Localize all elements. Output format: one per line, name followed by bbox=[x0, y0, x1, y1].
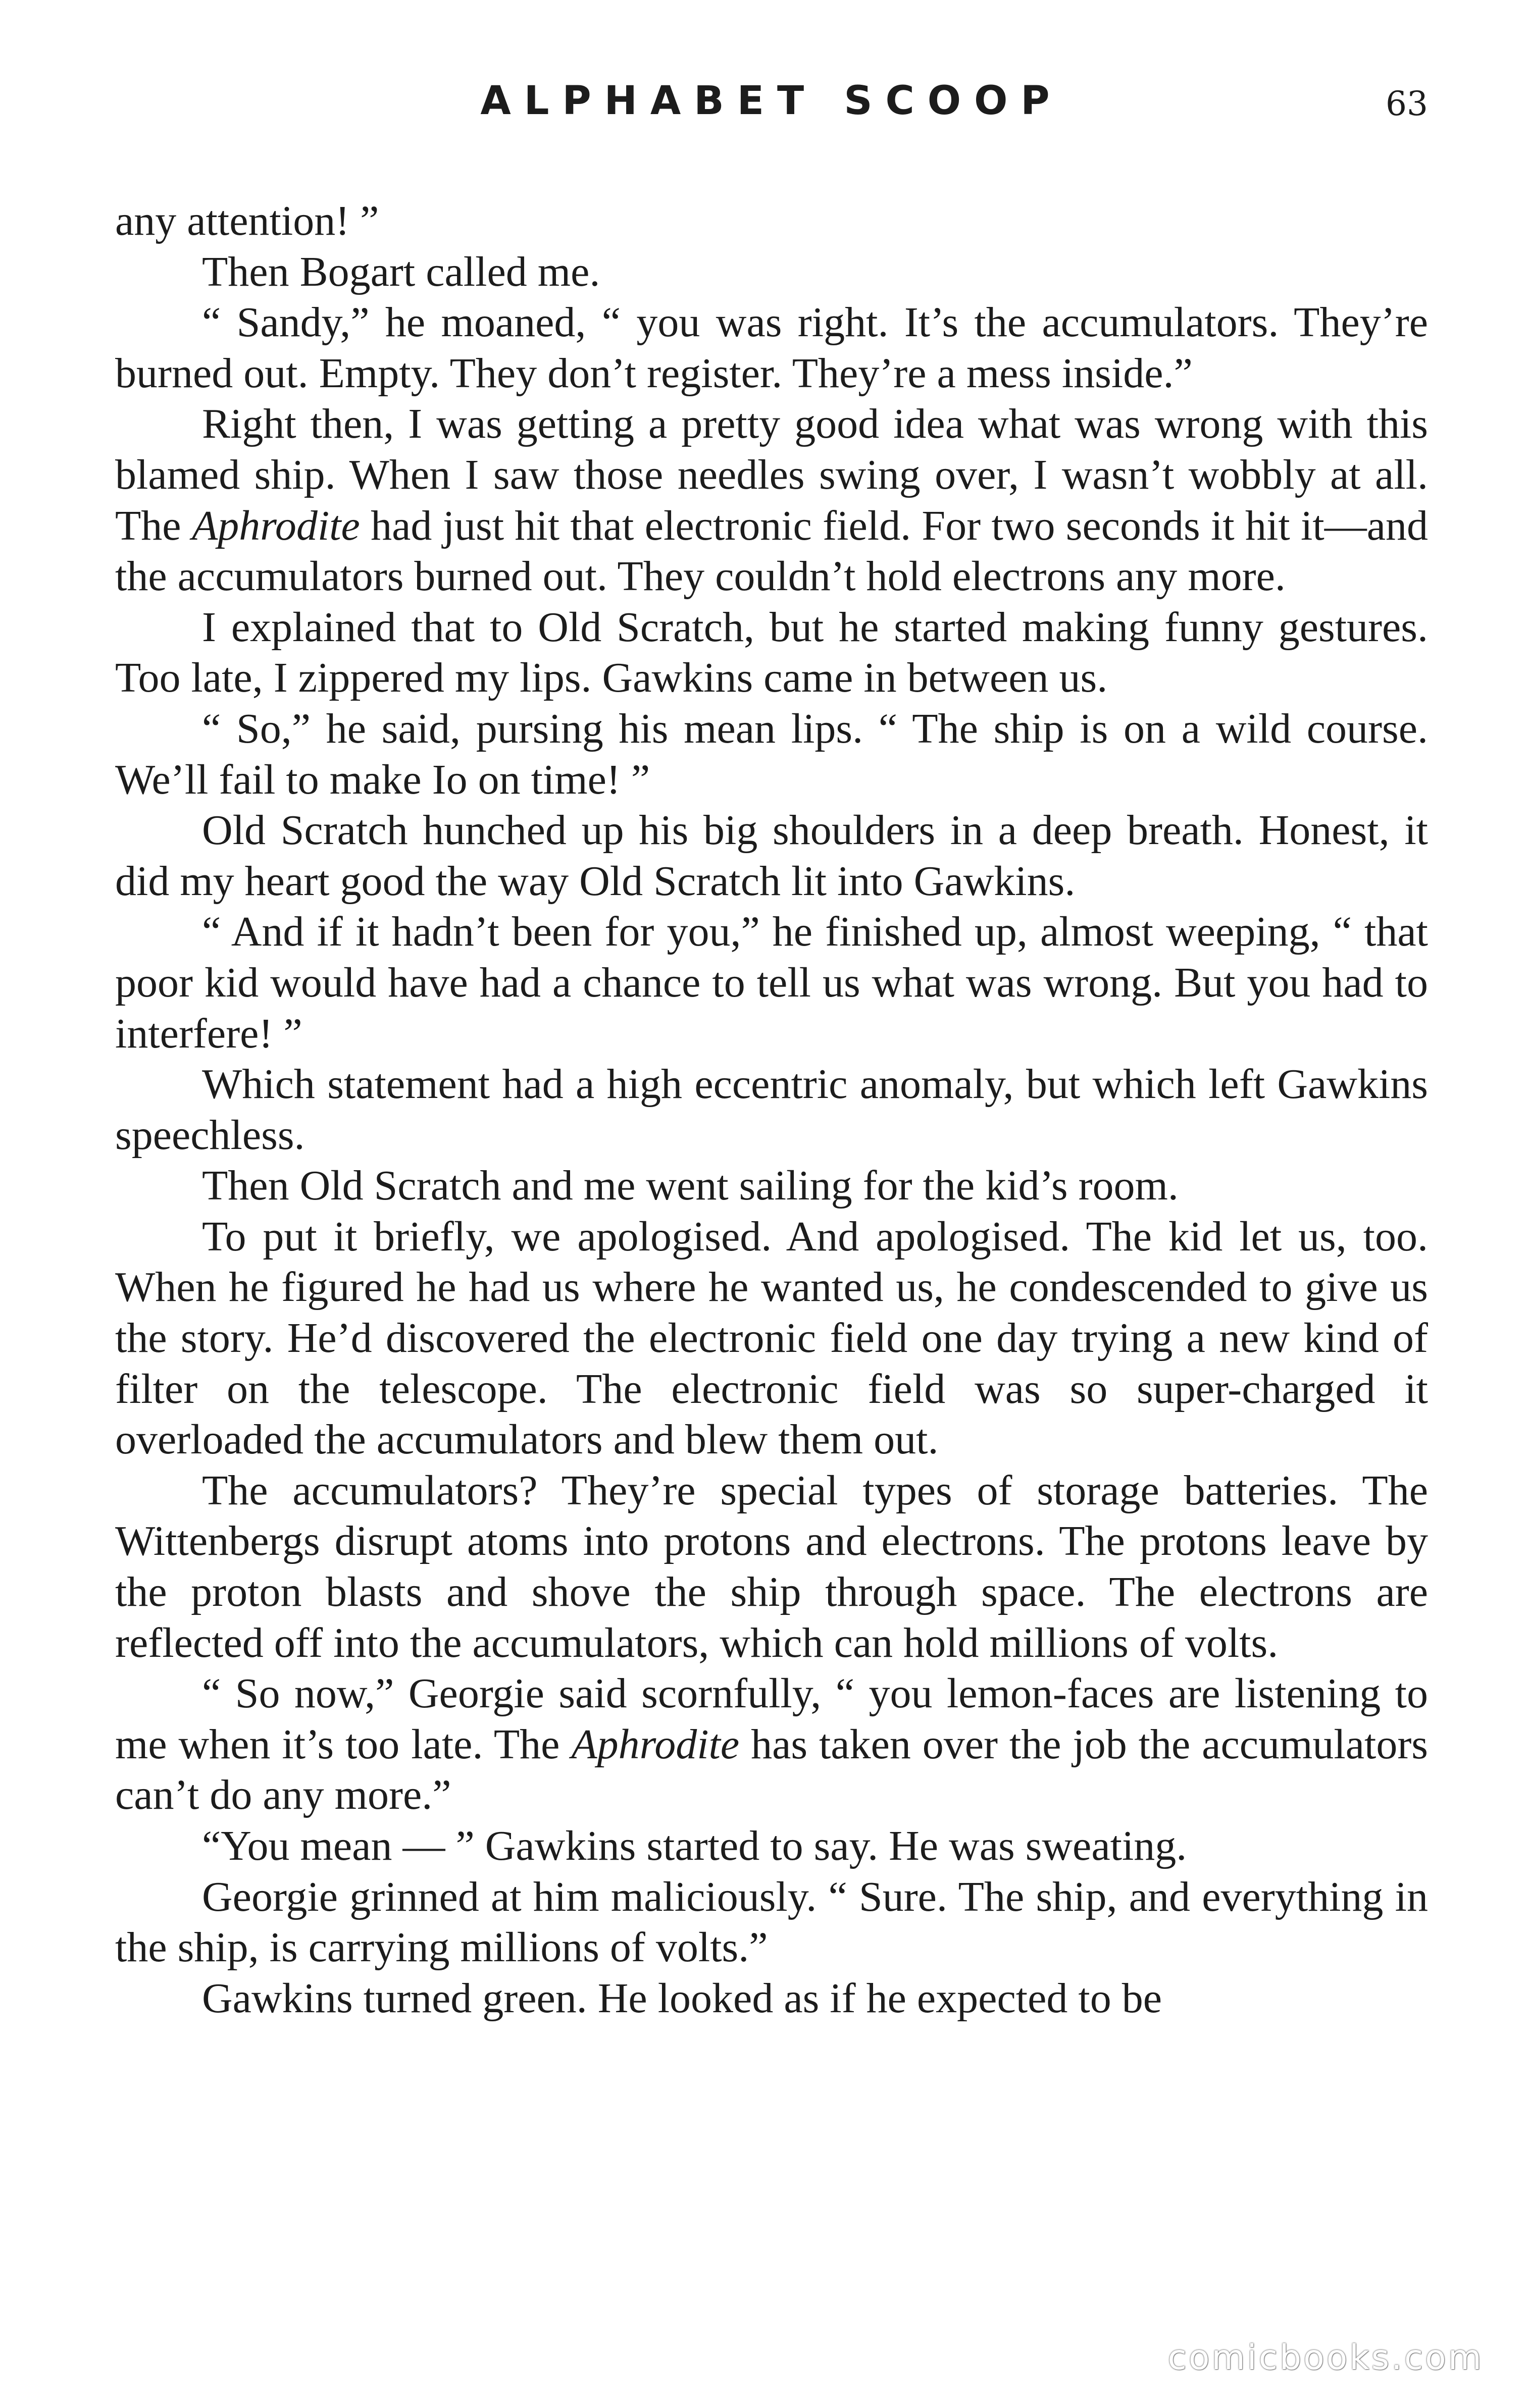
paragraph bbox=[115, 907, 1428, 1059]
paragraph bbox=[115, 1212, 1428, 1465]
paragraph-text: Which statement had a high eccentric anomaly, but which left Gawkins speechless. bbox=[115, 1061, 1428, 1159]
paragraph-text: Georgie grinned at him maliciously. “ Sure. The ship, and everything in the ship, is carrying millions of volts.” bbox=[115, 1873, 1428, 1971]
paragraph bbox=[115, 297, 1428, 399]
paragraph-text: “You mean — ” Gawkins started to say. He was sweating. bbox=[202, 1822, 1187, 1869]
paragraph-text: Then Old Scratch and me went sailing for the kid’s room. bbox=[202, 1162, 1179, 1210]
paragraph-text: “ So now,” Georgie said scornfully, “ you lemon-faces are listening to me when it’s too late. The bbox=[115, 1670, 1428, 1768]
paragraph bbox=[115, 1973, 1428, 2024]
paragraph bbox=[115, 602, 1428, 704]
paragraph bbox=[115, 704, 1428, 805]
paragraph bbox=[115, 196, 1428, 247]
watermark: comicbooks.com bbox=[1167, 2338, 1484, 2378]
paragraph-text: Right then, I was getting a pretty good idea what was wrong with this blamed ship. When I saw those needles swing over, I wasn’t wobbly at all. The bbox=[115, 400, 1428, 549]
paragraph bbox=[115, 1465, 1428, 1668]
paragraph-text: “ And if it hadn’t been for you,” he finished up, almost weeping, “ that poor kid would have had a chance to tell us what was wrong. But you had to interfere! ” bbox=[115, 908, 1428, 1057]
page-number: 63 bbox=[1386, 84, 1428, 123]
paragraph bbox=[115, 399, 1428, 602]
paragraph bbox=[115, 1821, 1428, 1872]
paragraph bbox=[115, 1161, 1428, 1212]
paragraph-text: “ Sandy,” he moaned, “ you was right. It’s the accumulators. They’re burned out. Empty. They don’t register. They’re a mess inside.” bbox=[115, 299, 1428, 397]
paragraph-text: has taken over the job the accumulators can’t do any more.” bbox=[115, 1720, 1428, 1819]
italic-text: Aphrodite bbox=[191, 502, 360, 549]
paragraph-text: “ So,” he said, pursing his mean lips. “ The ship is on a wild course. We’ll fail to make Io on time! ” bbox=[115, 705, 1428, 803]
paragraph bbox=[115, 805, 1428, 907]
paragraph-text: To put it briefly, we apologised. And apologised. The kid let us, too. When he figured he had us where he wanted us, he condescended to give us the story. He’d discovered the electronic field one day trying a new kind of filter on the telescope. The electronic field was so super-charged it overloaded the accumulators and blew them out. bbox=[115, 1213, 1428, 1463]
paragraph bbox=[115, 1872, 1428, 1973]
running-head bbox=[115, 76, 1428, 131]
paragraph-text: Then Bogart called me. bbox=[202, 248, 600, 295]
paragraph-text: Gawkins turned green. He looked as if he expected to be bbox=[202, 1974, 1162, 2022]
paragraph bbox=[115, 247, 1428, 298]
paragraph-text: any attention! ” bbox=[115, 197, 379, 244]
paragraph-text: had just hit that electronic field. For two seconds it hit it—and the accumulators burned out. They couldn’t hold electrons any more. bbox=[115, 502, 1429, 600]
paragraph bbox=[115, 1668, 1428, 1821]
paragraph-text: The accumulators? They’re special types of storage batteries. The Wittenbergs disrupt atoms into protons and electrons. The protons leave by the proton blasts and shove the ship through space. The electrons are reflected off into the accumulators, which can hold millions of volts. bbox=[115, 1467, 1428, 1666]
paragraph bbox=[115, 1059, 1428, 1161]
italic-text: Aphrodite bbox=[571, 1720, 740, 1768]
running-title: ALPHABET SCOOP bbox=[480, 78, 1063, 124]
body-text bbox=[115, 196, 1428, 2024]
paragraph-text: I explained that to Old Scratch, but he started making funny gestures. Too late, I zippered my lips. Gawkins came in between us. bbox=[115, 603, 1428, 702]
paragraph-text: Old Scratch hunched up his big shoulders in a deep breath. Honest, it did my heart good the way Old Scratch lit into Gawkins. bbox=[115, 807, 1428, 905]
